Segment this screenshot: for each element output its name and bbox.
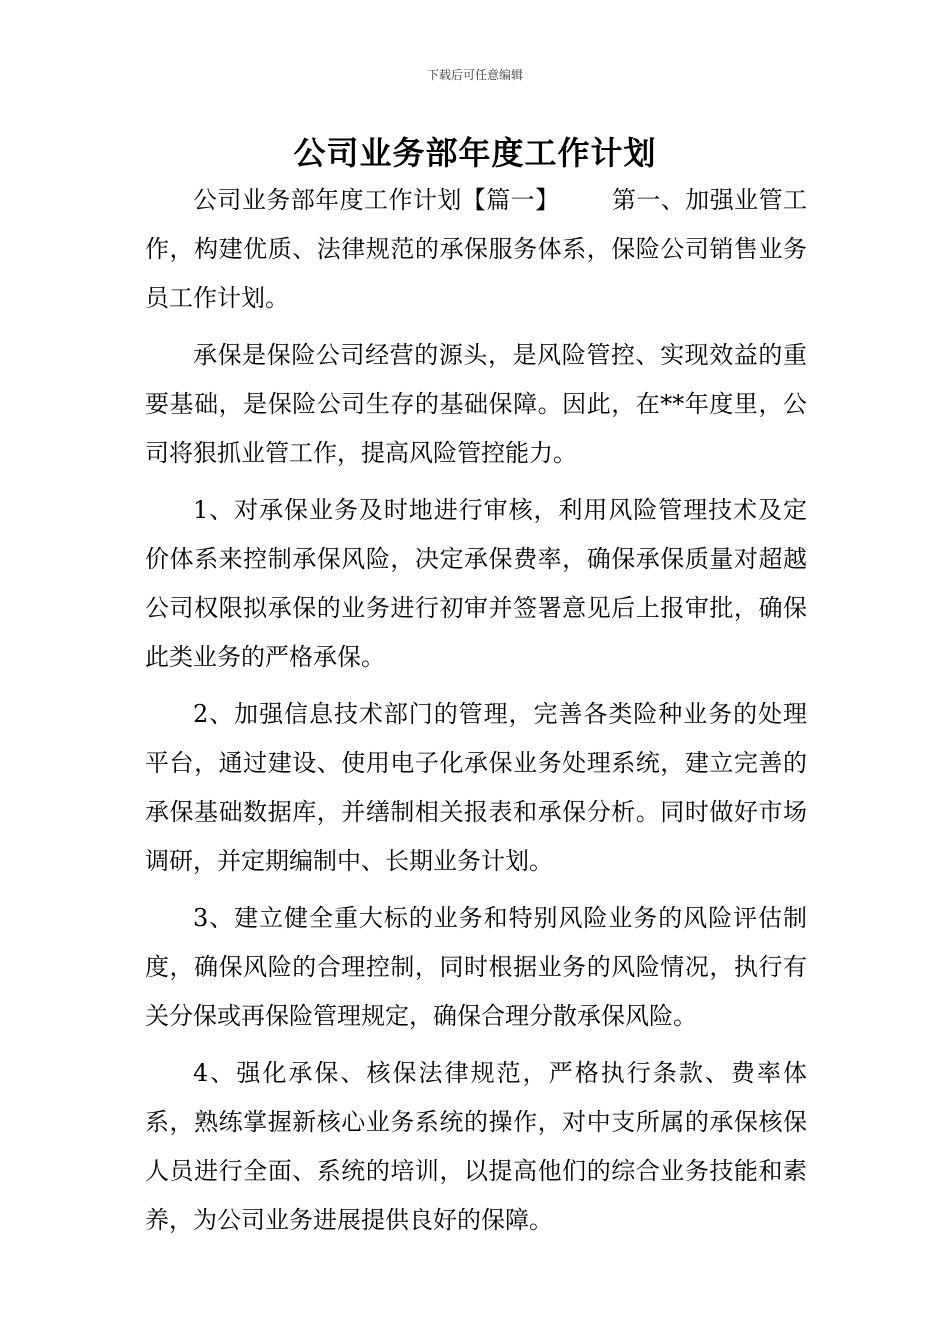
paragraph: 3、建立健全重大标的业务和特别风险业务的风险评估制度，确保风险的合理控制，同时根据业务的风险情况，执行有关分保或再保险管理规定，确保合理分散承保风险。 [145,904,807,1030]
document-body [145,176,807,1253]
paragraph: 1、对承保业务及时地进行审核，利用风险管理技术及定价体系来控制承保风险，决定承保费率，确保承保质量对超越公司权限拟承保的业务进行初审并签署意见后上报审批，确保此类业务的严格承保。 [145,496,807,671]
header-note: 下载后可任意编辑 [426,68,523,82]
paragraph: 承保是保险公司经营的源头，是风险管控、实现效益的重要基础，是保险公司生存的基础保障。因此，在**年度里，公司将狠抓业管工作，提高风险管控能力。 [145,341,807,467]
intro-paragraph [145,176,807,323]
document-title: 公司业务部年度工作计划 [293,134,657,172]
paragraph: 2、加强信息技术部门的管理，完善各类险种业务的处理平台，通过建设、使用电子化承保业务处理系统，建立完善的承保基础数据库，并缮制相关报表和承保分析。同时做好市场调研，并定期编制中、长期业务计划。 [145,700,807,875]
intro-lead: 公司业务部年度工作计划【篇一】 [193,186,560,214]
intro-rest: 第一、加强业管工作，构建优质、法律规范的承保服务体系，保险公司销售业务员工作计划。 [145,186,808,312]
paragraph: 4、强化承保、核保法律规范，严格执行条款、费率体系，熟练掌握新核心业务系统的操作，对中支所属的承保核保人员进行全面、系统的培训，以提高他们的综合业务技能和素养，为公司业务进展提供良好的保障。 [145,1059,807,1234]
